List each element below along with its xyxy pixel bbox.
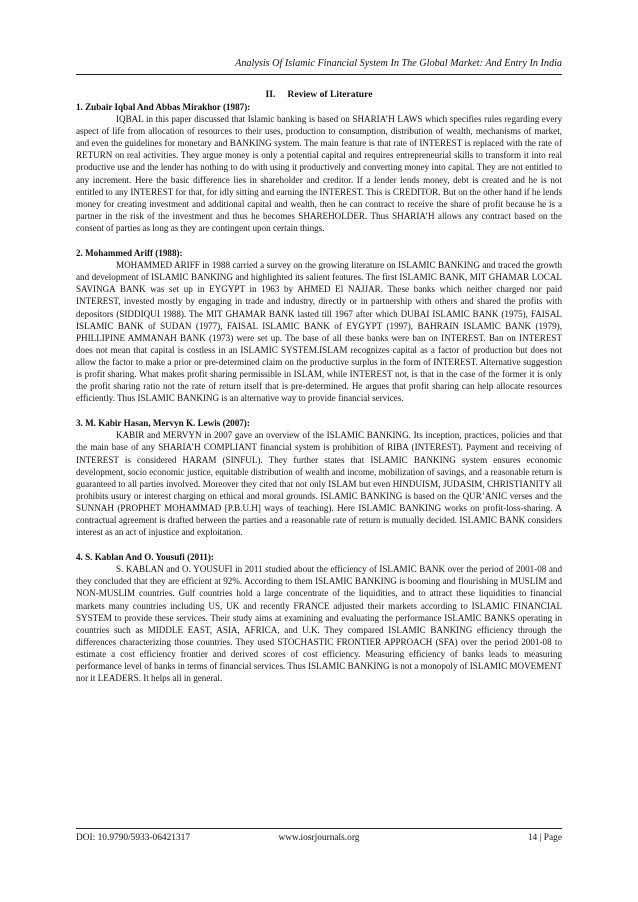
footer-divider xyxy=(76,828,562,829)
review-paragraph: IQBAL in this paper discussed that Islamic banking is based on SHARIA’H LAWS which specifies rules regarding every aspect of life from allocation of resources to their uses, production to consumption, distribution of wealth, mechanisms of market, and even the guidelines for monetary and BANKING system. The main feature is that rate of INTEREST is replaced with the rate of RETURN on real activities. They argue money is only a potential capital and requires entrepreneurial skills to transform it into real productive use and the lender has nothing to do with using it productively and converting money into capital. They are not entitled to any increment. Here the basic difference lies in shareholder and creditor. If a lender lends money, debt is created and he is not entitled to any INTEREST for that, for idly sitting and earning the INTEREST. This is CREDITOR. But on the other hand if he lends money for creating investment and additional capital and wealth, then he can contract to receive the share of profit because he is a partner in the risk of the investment and thus he becomes SHAREHOLDER. Thus SHARIA’H allows any contract based on the consent of parties as long as they are contingent upon certain things. xyxy=(76,114,562,233)
review-item xyxy=(76,101,562,234)
review-paragraph: S. KABLAN and O. YOUSUFI in 2011 studied about the efficiency of ISLAMIC BANK over the period of 2001-08 and they concluded that they are efficient at 92%. According to them ISLAMIC BANKING is booming and flourishing in MUSLIM and NON-MUSLIM countries. Gulf countries hold a large concentrate of the liquidities, and to attract these liquidities to financial markets many countries including US, UK and recently FRANCE adjusted their markets according to ISLAMIC FINANCIAL SYSTEM to provide these services. Their study aims at examining and evaluating the performance ISLAMIC BANKS operating in countries such as MIDDLE EAST, ASIA, AFRICA, and U.K. They compared ISLAMIC BANKING efficiency through the differences characterizing those countries. They used STOCHASTIC FRONTIER APPROACH (SFA) over the period 2001-08 to estimate a cost efficiency frontier and derived scores of cost efficiency. Measuring efficiency of banks leads to measuring performance level of banks in terms of financial services. Thus ISLAMIC BANKING is not a monopoly of ISLAMIC MOVEMENT nor it LEADERS. It helps all in general. xyxy=(76,564,562,684)
spacer xyxy=(76,538,562,551)
review-paragraph: MOHAMMED ARIFF in 1988 carried a survey on the growing literature on ISLAMIC BANKING and traced the growth and development of ISLAMIC BANKING and highlighted its salient features. The first ISLAMIC BANK, MIT GHAMAR LOCAL SAVINGA BANK was set up in EYGYPT in 1963 by AHMED El NAJJAR. These banks which neither charged nor paid INTEREST, invested mostly by engaging in trade and industry, directly or in partnership with others and shared the profits with depositors (SIDDIQUI 1988). The MIT GHAMAR BANK lasted till 1967 after which DUBAI ISLAMIC BANK (1975), FAISAL ISLAMIC BANK of SUDAN (1977), FAISAL ISLAMIC BANK of EYGYPT (1997), BAHRAIN ISLAMIC BANK (1979), PHILLIPINE AMMANAH BANK (1973) were set up. The base of all these banks were ban on INTEREST. Ban on INTEREST does not mean that capital is costless in an ISLAMIC SYSTEM.ISLAM recognizes capital as a factor of production but does not allow the factor to make a prior or pre-determined claim on the productive surplus in the form of INTEREST. Alternative suggestion is profit sharing. What makes profit sharing permissible in ISLAM, while INTEREST not, is that in the case of the former it is only the profit sharing ratio not the rate of return itself that is pre-determined. He argues that profit sharing can help allocate resources efficiently. Thus ISLAMIC BANKING is an alternative way to provide financial services. xyxy=(76,260,562,404)
footer-page-number: 14 | Page xyxy=(527,833,562,843)
review-heading: 3. M. Kabir Hasan, Mervyn K. Lewis (2007): xyxy=(76,418,250,429)
running-header: Analysis Of Islamic Financial System In The Global Market: And Entry In India xyxy=(235,58,562,69)
review-item xyxy=(76,247,562,404)
review-item xyxy=(76,417,562,538)
review-heading: 2. Mohammed Ariff (1988): xyxy=(76,248,183,259)
page-body xyxy=(76,89,562,684)
section-number: II. xyxy=(265,89,276,100)
footer-website: www.iosrjournals.org xyxy=(278,833,360,843)
review-heading: 4. S. Kablan And O. Yousufi (2011): xyxy=(76,552,214,563)
review-item xyxy=(76,551,562,684)
review-heading: 1. Zubair Iqbal And Abbas Mirakhor (1987): xyxy=(76,102,251,112)
spacer xyxy=(76,234,562,247)
review-paragraph: KABIR and MERVYN in 2007 gave an overview of the ISLAMIC BANKING. Its inception, practices, policies and that the main base of any SHARIA’H COMPLIANT financial system is prohibition of RIBA (INTEREST). Payment and receiving of INTEREST is considered HARAM (SINFUL). They further states that ISLAMIC BANKING system ensures economic development, socio economic justice, equitable distribution of wealth and income, mobilization of savings, and a reasonable return is guaranteed to all parties involved. Moreover they cited that not only ISLAM but even HINDUISM, JUDASIM, CHRISTIANITY all prohibits usury or interest charging on ethical and moral grounds. ISLAMIC BANKING is based on the QUR’ANIC verses and the SUNNAH (PROPHET MOHAMMAD [P.B.U.H] ways of teaching). Here ISLAMIC BANKING works on profit-loss-sharing. A contractual agreement is drafted between the parties and a reasonable rate of return is mutually decided. ISLAMIC BANK considers interest as an act of injustice and exploitation. xyxy=(76,430,562,538)
page-footer xyxy=(76,833,562,847)
header-divider xyxy=(76,74,562,75)
footer-doi: DOI: 10.9790/5933-06421317 xyxy=(76,833,191,843)
section-heading xyxy=(76,89,562,100)
section-title: Review of Literature xyxy=(287,89,373,100)
spacer xyxy=(76,404,562,417)
